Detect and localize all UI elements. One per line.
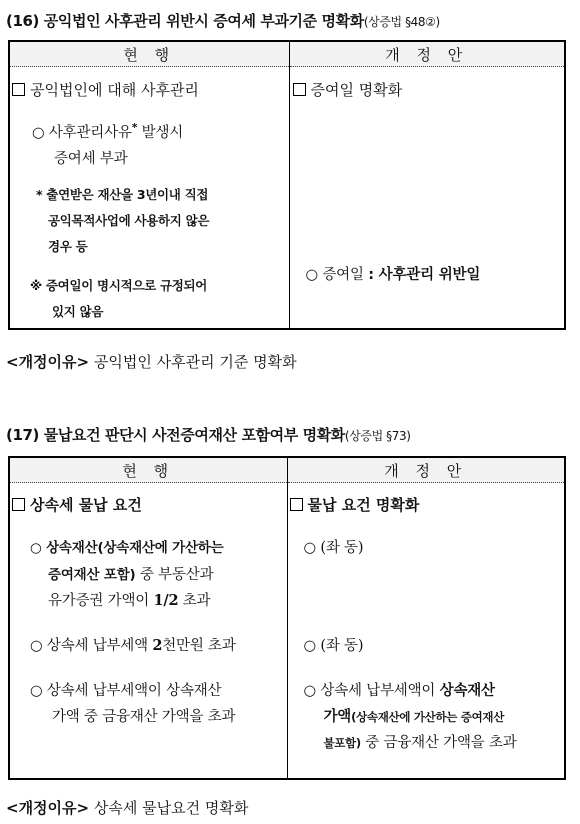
footnote-line2: 공익목적사업에 사용하지 않은 — [48, 213, 210, 228]
current-b3-line2: 가액 중 금융재산 가액을 초과 — [52, 709, 236, 725]
section-16-comparison-table — [8, 40, 566, 330]
proposed-bullet — [306, 263, 481, 284]
current-b2-num: 2 — [152, 637, 163, 654]
proposed-heading — [290, 494, 420, 515]
proposed-heading-text: 증여일 명확화 — [310, 81, 403, 99]
proposed-b3-a: ○ 상속세 납부세액이 — [303, 683, 440, 699]
section-17-comparison-table — [8, 456, 566, 780]
current-b2 — [30, 634, 236, 655]
header-current: 현 행 — [9, 457, 287, 483]
current-heading-text: 상속세 물납 요건 — [30, 496, 142, 514]
proposed-b3-l2b: (상속재산에 가산하는 증여재산 — [351, 710, 505, 724]
proposed-b3-line3 — [324, 731, 517, 752]
header-current: 현 행 — [9, 41, 289, 67]
reason-text: 상속세 물납요건 명확화 — [93, 799, 249, 817]
proposed-b3-bold: 상속재산 — [439, 683, 495, 699]
current-b1-ratio: 1/2 — [153, 592, 179, 609]
current-b2-a: ○ 상속세 납부세액 — [30, 638, 153, 654]
reason-label: <개정이유> — [6, 353, 90, 371]
remark-line1: ※ 증여일이 명시적으로 규정되어 — [30, 278, 208, 293]
proposed-b2: ○ (좌 동) — [303, 638, 364, 654]
current-heading — [12, 494, 142, 515]
remark-line2: 있지 않음 — [52, 304, 104, 319]
section-16-proposed-cell — [289, 67, 565, 330]
current-b1-l3a: 유가증권 가액이 — [48, 593, 154, 609]
section-16-reason — [6, 351, 297, 372]
proposed-heading-text: 물납 요건 명확화 — [307, 496, 420, 514]
current-bullet-line1 — [32, 121, 183, 142]
proposed-b3-line1 — [304, 679, 495, 700]
proposed-b3-l2a: 가액 — [323, 709, 352, 725]
bullet-text: ○ 사후관리사유 — [32, 125, 132, 141]
current-b1-l3c: 초과 — [178, 593, 211, 609]
proposed-bullet-prefix: ○ 증여일 — [305, 267, 369, 283]
proposed-heading — [293, 79, 403, 100]
current-b1-line2 — [48, 563, 213, 584]
proposed-b3-line2 — [324, 705, 505, 726]
current-bullet-line2: 증여세 부과 — [54, 151, 128, 167]
section-16-title-text: (16) 공익법인 사후관리 위반시 증여세 부과기준 명확화 — [6, 12, 364, 30]
section-16-current-cell — [9, 67, 289, 330]
proposed-b3-l3b: 중 금융재산 가액을 초과 — [360, 735, 517, 751]
section-16-title — [6, 10, 440, 31]
footnote-line3: 경우 등 — [48, 239, 88, 254]
section-17-proposed-cell — [287, 483, 565, 780]
proposed-bullet-bold: : 사후관리 위반일 — [368, 267, 481, 283]
checkbox-square-icon — [12, 498, 25, 511]
current-b2-c: 천만원 초과 — [162, 638, 236, 654]
section-16-law-ref: (상증법 §48②) — [363, 15, 440, 29]
bullet-text-end: 발생시 — [137, 125, 184, 141]
footnote-star: * — [131, 121, 138, 135]
checkbox-square-icon — [293, 83, 306, 96]
section-17-title — [6, 424, 411, 445]
current-b1-bold: 증여재산 포함) — [48, 567, 136, 583]
header-proposed: 개 정 안 — [289, 41, 565, 67]
current-b1-line1: ○ 상속재산(상속재산에 가산하는 — [30, 540, 224, 556]
reason-text: 공익법인 사후관리 기준 명확화 — [93, 353, 297, 371]
section-17-law-ref: (상증법 §73) — [344, 429, 411, 443]
current-b1-line3 — [48, 589, 210, 610]
checkbox-square-icon — [290, 498, 303, 511]
checkbox-square-icon — [12, 83, 25, 96]
current-heading-text: 공익법인에 대해 사후관리 — [30, 81, 199, 99]
current-heading — [12, 79, 199, 100]
current-b1-rest: 중 부동산과 — [135, 567, 214, 583]
section-17-current-cell — [9, 483, 287, 780]
proposed-b3-l3a: 불포함) — [323, 736, 361, 750]
footnote-line1: * 출연받은 재산을 3년이내 직접 — [36, 187, 209, 202]
current-b3-line1: ○ 상속세 납부세액이 상속재산 — [30, 683, 222, 699]
section-17-title-text: (17) 물납요건 판단시 사전증여재산 포함여부 명확화 — [6, 426, 345, 444]
header-proposed: 개 정 안 — [287, 457, 565, 483]
reason-label: <개정이유> — [6, 799, 90, 817]
proposed-b1: ○ (좌 동) — [303, 540, 364, 556]
section-17-reason — [6, 797, 248, 818]
